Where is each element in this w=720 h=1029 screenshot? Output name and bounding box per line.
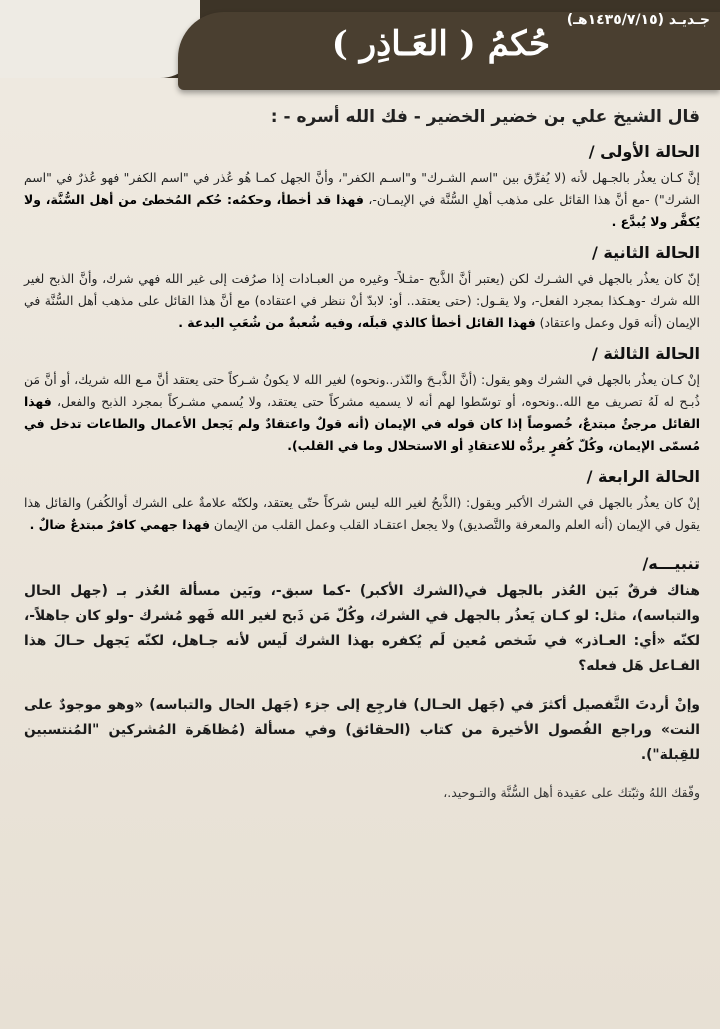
intro-line: قال الشيخ علي بن خضير الخضير - فك الله أسره - : [270,107,700,127]
note-heading: تنبيـــه/ [642,554,700,573]
section-verdict-2: فهذا القائل أخطأ كالذي قبلَه، وفيه شُعبةٌ من شُعَبِ البدعة . [178,315,536,330]
page-title: حُكمُ ( العَـاذِر ) [331,24,550,64]
section-verdict-1: فهذا قد أخطأ، وحكمُه: حُكم المُخطئ من أهل السُّنَّة، ولا يُكفَّر ولا يُبدَّع . [24,192,700,229]
section-text-3 [24,369,700,457]
header-banner [0,0,720,94]
section-text-4 [24,492,700,536]
note-paragraph-1: هناك فرقٌ بَين العُذر بالجهل في(الشرك الأكبر) -كما سبق-، وبَين مسألة العُذر بـ (جهل الحال والتباسه)، مثل: لو كـان يَعذُر بالجهل في الشرك، وكُلّ مَن ذَبح لغير الله فَهو مُشرك -ولو كان جاهلاً-، لكنّه «أي: العـاذر» في شَخص مُعين لَم يُكفره بهذا الشرك لَيس لأنه جـاهل، لكنّه يَجهل حـالَ هذا الفـاعل هَل فعله؟ [24,583,700,674]
section-body-4: إنْ كان يعذُر بالجهل في الشرك الأكبر ويقول: (الذَّبحُ لغير الله ليس شركاً حتّى يعتقد، ولكنّه علامةٌ على الشرك أوالكُفر) والقائل هذا يقول في الإيمان (أنه العلم والمعرفة والتَّصديق) ولا يجعل اعتقـاد القلب وعمل القلب من الإيمان [24,495,700,532]
section-heading-4: الحالة الرابعة / [586,467,700,486]
section-text-1 [24,167,700,233]
date-label: جـديـد (١٤٣٥/٧/١٥هـ) [566,12,710,28]
header-left-panel [0,0,200,78]
section-body-1: إنَّ كـان يعذُر بالجـهل لأنه (لا يُفرِّق بين "اسم الشـرك" و"اسـم الكفر"، وأنَّ الجهل كمـا هُو عُذر في "اسم الكفر" فهو عُذرٌ في "اسم الشرك") -مع أنَّ هذا القائل على مذهب أهلِ السُّنَّة في الإيمـان-، [24,170,700,207]
article-body [24,104,700,804]
closing-line: وفّقك اللهُ وثبّتك على عقيدة أهل السُّنَّة والتـوحيد.، [443,785,700,800]
section-heading-3: الحالة الثالثة / [592,344,700,363]
section-verdict-3: فهذا القائل مرجئٌ مبتدعٌ، خُصوصاً إذا كان قوله في الإيمان (أنه قولٌ واعتقادٌ ولم يَجعل الأعمال والطاعات تدخل في مُسمّى الإيمان، وكُلّ كُفرٍ يردُّه للاعتقادِ أو الاستحلال وما في القلب). [24,394,700,453]
section-heading-2: الحالة الثانية / [592,243,700,262]
section-text-2 [24,268,700,334]
section-verdict-4: فهذا جهمي كافرٌ مبتدعٌ ضالٌ . [29,517,210,532]
section-body-3: إنْ كـان يعذُر بالجهل في الشرك وهو يقول: (أنَّ الذَّبـحَ والنّذر..ونحوه) لغير الله لا يكونُ شـركاً حتى يعتقد أنَّ مـع الله شريك، أو أنَّ مَن ذُبـح له لَهُ تصريف مع الله..ونحوه، أو توسّطوا لهم أنه لا يسميه مشركاً حتى يعتقد، ولا يُسمي مشـركاً بمجرد الذبح والفعل، [24,372,700,409]
section-heading-1: الحالة الأولى / [588,142,700,161]
note-paragraph-2: وإنْ أردتَ التَّفصيل أكثرَ في (جَهل الحـال) فارجِع إلى جزء (جَهل الحال والتباسه) «وهو موجودٌ على النت» وراجع الفُصول الأخيرة من كتاب (الحقائق) وفي مسألة (مُظاهَرة المُشركين "المُنتسبين للقِبلة"). [24,697,700,763]
section-body-2: إنّ كان يعذُر بالجهل في الشـرك لكن (يعتبر أنَّ الذَّبح -مثـلاً- وغيره من العبـادات إذا صرُفت إلى غير الله فهي شرك، وأنَّ الذبح لغير الله شرك -وهـكذا بمجرد الفعل-، ولا يقـول: (حتى يعتقد.. أو: لابدّ أنْ ننظر في اعتقاده) مع أنَّ هذا القائل على مذهب أهل السُّنَّة في الإيمان (أنه قول وعمل واعتقاد) [24,271,700,330]
